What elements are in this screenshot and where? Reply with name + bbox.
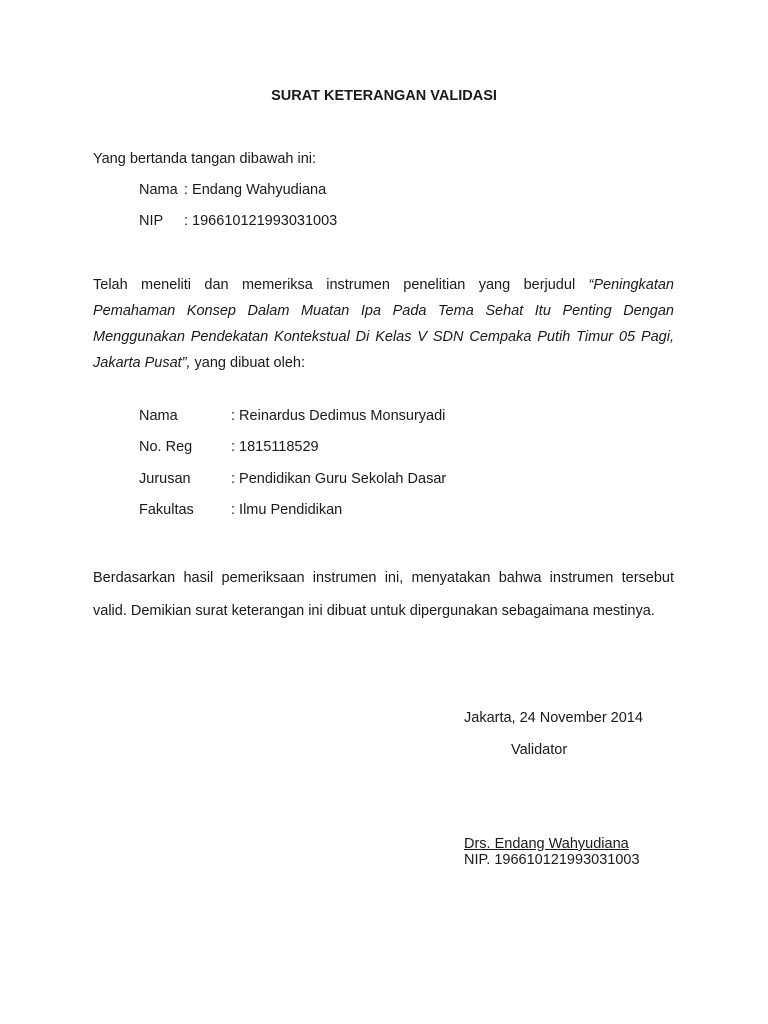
signer-full-name: Drs. Endang Wahyudiana xyxy=(464,836,629,852)
conclusion-paragraph: Berdasarkan hasil pemeriksaan instrumen ini, menyatakan bahwa instrumen tersebut valid. Demikian surat keterangan ini dibuat untuk dipergunakan sebagaimana mestinya. xyxy=(93,570,674,619)
intro-before-text: Telah meneliti dan memeriksa instrumen penelitian yang berjudul xyxy=(93,277,589,293)
intro-paragraph xyxy=(93,272,674,376)
opening-line: Yang bertanda tangan dibawah ini: xyxy=(93,151,317,167)
student-major-value: : Pendidikan Guru Sekolah Dasar xyxy=(231,471,447,487)
signer-nip-label: NIP xyxy=(139,213,164,229)
student-name-row xyxy=(0,408,768,428)
student-faculty-value: : Ilmu Pendidikan xyxy=(231,502,343,518)
signer-nip-row xyxy=(0,213,768,233)
student-major-label: Jurusan xyxy=(139,471,191,487)
signer-name-label: Nama xyxy=(139,182,178,198)
validator-role: Validator xyxy=(511,742,568,758)
student-major-row xyxy=(0,471,768,491)
signer-name-row xyxy=(0,182,768,202)
research-title: “Peningkatan Pemahaman Konsep Dalam Muatan Ipa Pada Tema Sehat Itu Penting Dengan Menggunakan Pendekatan Kontekstual Di Kelas V SDN Cempaka Putih Timur 05 Pagi, Jakarta Pusat”, xyxy=(93,277,674,371)
student-reg-row xyxy=(0,439,768,459)
signer-nip: NIP. 196610121993031003 xyxy=(464,852,640,868)
signer-name-value: : Endang Wahyudiana xyxy=(184,182,327,198)
place-date: Jakarta, 24 November 2014 xyxy=(464,710,643,726)
student-reg-label: No. Reg xyxy=(139,439,193,455)
student-name-value: : Reinardus Dedimus Monsuryadi xyxy=(231,408,446,424)
intro-after-text: yang dibuat oleh: xyxy=(190,355,305,371)
student-faculty-label: Fakultas xyxy=(139,502,194,518)
student-name-label: Nama xyxy=(139,408,178,424)
document-title: SURAT KETERANGAN VALIDASI xyxy=(271,88,497,104)
student-faculty-row xyxy=(0,502,768,522)
student-reg-value: : 1815118529 xyxy=(231,439,319,455)
signer-nip-value: : 196610121993031003 xyxy=(184,213,338,229)
